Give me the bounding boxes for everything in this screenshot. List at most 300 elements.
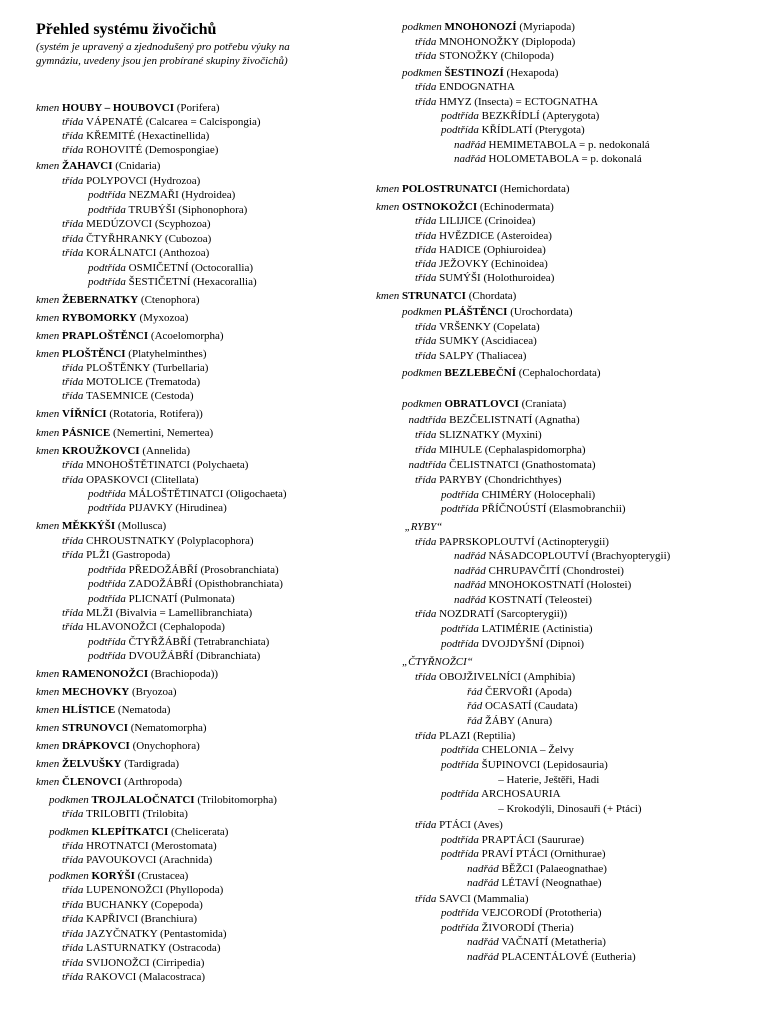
taxon-row xyxy=(441,502,626,517)
taxon-name: MNOHONOZÍ xyxy=(444,21,517,33)
taxon-rank: podtřída xyxy=(88,276,126,288)
taxon-row xyxy=(402,655,473,670)
taxon-latin-name: (Aves) xyxy=(473,819,503,831)
taxon-latin-name: (Asteroidea) xyxy=(496,230,552,242)
taxon-row xyxy=(405,520,443,535)
taxon-row xyxy=(36,101,220,116)
taxon-name: TROJLALOČNATCI xyxy=(91,794,195,806)
taxon-latin-name: (Craniata) xyxy=(521,398,567,410)
taxon-latin-name: (Ostracoda) xyxy=(168,942,221,954)
taxon-row xyxy=(36,703,170,718)
taxon-rank: třída xyxy=(415,215,437,227)
taxon-row xyxy=(49,869,188,884)
taxon-latin-name: (Malacostraca) xyxy=(139,971,205,983)
taxon-latin-name: (Nematomorpha) xyxy=(130,722,207,734)
taxon-rank: podtřída xyxy=(88,502,126,514)
taxon-row xyxy=(88,635,269,650)
taxon-row xyxy=(441,847,606,862)
taxon-rank: podtřída xyxy=(441,834,479,846)
taxon-rank: kmen xyxy=(36,445,60,457)
taxon-rank: podtřída xyxy=(441,110,479,122)
taxon-rank: třída xyxy=(415,96,437,108)
taxon-latin-name: (Crinoidea) xyxy=(484,215,536,227)
taxon-row xyxy=(36,311,188,326)
taxon-rank: podkmen xyxy=(49,794,89,806)
taxon-rank: podtřída xyxy=(88,564,126,576)
taxon-name: BEZČELISTNATÍ xyxy=(449,414,533,426)
taxon-latin-name: (Chordata) xyxy=(468,290,517,302)
taxon-latin-name: (Hexacorallia) xyxy=(193,276,257,288)
taxon-name: STRUNOVCI xyxy=(61,722,128,734)
taxon-name: POLOSTRUNATCI xyxy=(401,183,498,195)
taxon-latin-name: (Oligochaeta) xyxy=(226,488,287,500)
taxon-name: MEDÚZOVCI xyxy=(86,218,153,230)
taxon-name: SVIJONOŽCI xyxy=(86,957,150,969)
taxon-rank: třída xyxy=(415,444,437,456)
taxon-row xyxy=(415,271,554,286)
taxon-latin-name: (Annelida) xyxy=(142,445,190,457)
taxon-row xyxy=(62,232,211,247)
taxon-rank: nadřád xyxy=(454,139,486,151)
taxon-row xyxy=(62,606,252,621)
taxon-rank: třída xyxy=(62,459,84,471)
taxon-rank: třída xyxy=(415,50,437,62)
taxon-rank: třída xyxy=(415,536,437,548)
taxon-name: KAPŘIVCI xyxy=(86,913,139,925)
taxon-row xyxy=(62,246,209,261)
taxon-latin-name: (Octocorallia) xyxy=(191,262,253,274)
taxon-row xyxy=(415,428,542,443)
taxon-rank: nadřád xyxy=(454,579,486,591)
taxon-row xyxy=(454,564,624,579)
taxon-name: NOZDRATÍ xyxy=(439,608,495,620)
taxon-row xyxy=(49,793,277,808)
taxon-name: CHROUSTNATKY xyxy=(86,535,175,547)
taxon-name: BUCHANKY xyxy=(86,899,149,911)
taxon-rank: třída xyxy=(415,81,437,93)
taxon-name: LÉTAVÍ xyxy=(501,877,539,889)
taxon-rank: třída xyxy=(415,230,437,242)
taxon-latin-name: (Cephalaspidomorpha) xyxy=(484,444,586,456)
taxon-row xyxy=(36,159,160,174)
taxon-name: ČERVOŘI xyxy=(485,686,533,698)
taxon-latin-name: (Palaeognathae) xyxy=(536,863,607,875)
taxon-latin-name: (Nematoda) xyxy=(117,704,171,716)
taxon-rank: nadtřída xyxy=(408,459,447,471)
taxon-row xyxy=(415,670,575,685)
taxon-latin-name: (Mollusca) xyxy=(117,520,167,532)
taxon-name: ŽIVORODÍ xyxy=(481,922,535,934)
taxon-latin-name: (Branchiura) xyxy=(140,913,198,925)
taxon-name: OBRATLOVCI xyxy=(444,398,519,410)
taxon-row xyxy=(441,787,561,802)
taxon-rank: kmen xyxy=(36,408,60,420)
taxon-latin-name: (Thaliacea) xyxy=(476,350,527,362)
taxon-row xyxy=(62,458,248,473)
taxon-latin-name: (Acoelomorpha) xyxy=(150,330,224,342)
taxon-latin-name: (Myriapoda) xyxy=(519,21,575,33)
taxon-latin-name: (Pterygota) xyxy=(535,124,585,136)
taxon-row xyxy=(62,361,208,376)
taxon-latin-name: (Holocephali) xyxy=(534,489,596,501)
taxon-row xyxy=(62,620,225,635)
taxon-latin-name: (Nemertini, Nemertea) xyxy=(113,427,214,439)
taxon-name: VÁPENATÉ xyxy=(85,116,143,128)
taxon-row xyxy=(467,685,572,700)
taxon-latin-name: (Porifera) xyxy=(176,102,220,114)
taxon-row xyxy=(36,293,200,308)
taxon-name: OCASATÍ xyxy=(485,700,532,712)
taxon-name: SAVCI xyxy=(439,893,471,905)
taxon-latin-name: (Hydrozoa) xyxy=(149,175,201,187)
taxon-row xyxy=(441,488,595,503)
taxon-row xyxy=(88,275,257,290)
taxon-name: OBOJŽIVELNÍCI xyxy=(439,671,522,683)
taxon-name: – Krokodýli, Dinosauři (+ Ptáci) xyxy=(498,803,642,815)
taxon-rank: třída xyxy=(415,36,437,48)
taxon-name: BĚŽCI xyxy=(501,863,534,875)
taxon-rank: třída xyxy=(62,233,84,245)
taxon-name: – Haterie, Ještěři, Hadi xyxy=(498,774,600,786)
taxon-name: NÁSADCOPLOUTVÍ xyxy=(488,550,589,562)
taxon-row xyxy=(62,970,205,985)
taxon-name: MNOHONOŽKY xyxy=(439,36,519,48)
taxon-latin-name: (Actinistia) xyxy=(542,623,593,635)
taxon-rank: třída xyxy=(62,899,84,911)
taxon-rank: podkmen xyxy=(402,367,442,379)
taxon-name: ŽAHAVCI xyxy=(61,160,113,172)
taxon-rank: třída xyxy=(415,244,437,256)
taxon-name: MÁLOŠTĚTINATCI xyxy=(128,488,224,500)
taxon-row xyxy=(415,80,515,95)
taxon-name: HOUBY – HOUBOVCI xyxy=(61,102,175,114)
taxon-name: DVOJDYŠNÍ xyxy=(481,638,544,650)
taxon-rank: kmen xyxy=(36,330,60,342)
taxon-rank: nadřád xyxy=(454,153,486,165)
taxon-rank: kmen xyxy=(36,160,60,172)
taxon-latin-name: (Diplopoda) xyxy=(521,36,576,48)
taxon-name: SUMÝŠI xyxy=(439,272,481,284)
taxon-rank: kmen xyxy=(36,668,60,680)
taxon-name: ŠESTINOZÍ xyxy=(444,67,504,79)
taxon-name: LATIMÉRIE xyxy=(481,623,540,635)
taxon-rank: podtřída xyxy=(88,636,126,648)
taxon-rank: nadřád xyxy=(467,936,499,948)
taxon-name: PLŽI xyxy=(86,549,110,561)
taxon-latin-name: (Platyhelminthes) xyxy=(128,348,207,360)
taxon-row xyxy=(62,839,217,854)
taxon-rank: podkmen xyxy=(402,398,442,410)
taxon-row xyxy=(62,534,254,549)
taxon-rank: podtřída xyxy=(441,638,479,650)
taxon-latin-name: (Bivalvia = Lamellibranchiata) xyxy=(115,607,253,619)
taxon-row xyxy=(36,444,190,459)
taxon-name: VAČNATÍ xyxy=(501,936,549,948)
taxon-row xyxy=(415,35,575,50)
taxon-latin-name: (Crustacea) xyxy=(137,870,189,882)
taxon-row xyxy=(36,426,213,441)
taxon-latin-name: (Brachyopterygii) xyxy=(591,550,671,562)
taxon-name: ŠUPINOVCI xyxy=(481,759,541,771)
taxon-rank: třída xyxy=(62,971,84,983)
taxon-name: RYBOMORKY xyxy=(61,312,137,324)
taxon-latin-name: (Trematoda) xyxy=(145,376,201,388)
taxon-latin-name: (Saururae) xyxy=(537,834,585,846)
taxon-name: HMYZ xyxy=(439,96,472,108)
taxon-latin-name: (Anura) xyxy=(517,715,553,727)
taxon-latin-name: (Ophiuroidea) xyxy=(483,244,546,256)
taxon-rank: třída xyxy=(415,350,437,362)
document-subtitle-line-1: (systém je upravený a zjednodušený pro potřebu výuky na xyxy=(36,41,290,53)
taxon-latin-name: (Cubozoa) xyxy=(164,233,212,245)
document-subtitle-line-2: gymnáziu, uvedeny jsou jen probírané skupiny živočichů) xyxy=(36,55,288,67)
taxon-name: LASTURNATKY xyxy=(86,942,166,954)
taxon-rank: kmen xyxy=(36,520,60,532)
taxon-name: ARCHOSAURIA xyxy=(481,788,561,800)
taxon-rank: třída xyxy=(62,130,84,142)
taxon-rank: třída xyxy=(415,893,437,905)
taxon-row xyxy=(36,739,200,754)
taxon-row xyxy=(402,20,575,35)
taxon-latin-name: (Polyplacophora) xyxy=(177,535,254,547)
taxon-name: ENDOGNATHA xyxy=(439,81,515,93)
taxon-latin-name: (Actinopterygii) xyxy=(537,536,609,548)
taxon-rank: třída xyxy=(415,321,437,333)
taxon-latin-name: (Siphonophora) xyxy=(178,204,248,216)
taxon-rank: nadřád xyxy=(454,565,486,577)
taxon-name: NEZMAŘI xyxy=(128,189,179,201)
taxon-row xyxy=(415,229,552,244)
taxon-rank: podkmen xyxy=(49,826,89,838)
taxon-name: PŘEDOŽÁBŘÍ xyxy=(128,564,198,576)
taxon-name: RAMENONOŽCI xyxy=(61,668,149,680)
taxon-latin-name: – Želvy xyxy=(540,744,574,756)
taxon-name: MNOHOŠTĚTINATCI xyxy=(86,459,191,471)
taxon-row xyxy=(454,578,631,593)
taxon-rank: kmen xyxy=(36,427,60,439)
taxon-rank: třída xyxy=(62,854,84,866)
taxon-latin-name: (Ornithurae) xyxy=(550,848,606,860)
taxon-latin-name: (Cephalopoda) xyxy=(159,621,225,633)
taxon-name: HADICE xyxy=(439,244,481,256)
taxon-row xyxy=(415,334,537,349)
taxon-rank: třída xyxy=(62,474,84,486)
taxon-latin-name: (Onychophora) xyxy=(132,740,200,752)
taxon-name: KORÁLNATCI xyxy=(86,247,157,259)
taxon-row xyxy=(402,305,573,320)
taxon-rank: podtřída xyxy=(441,489,479,501)
taxon-name: PIJAVKY xyxy=(128,502,173,514)
taxon-row xyxy=(62,807,188,822)
taxon-row xyxy=(409,413,580,428)
taxon-rank: třída xyxy=(415,608,437,620)
taxon-rank: podtřída xyxy=(441,623,479,635)
taxon-name: ŽELVUŠKY xyxy=(61,758,122,770)
taxon-row xyxy=(441,833,584,848)
taxon-rank: řád xyxy=(467,715,483,727)
taxon-name: PLOŠTĚNKY xyxy=(86,362,150,374)
taxon-name: VRŠENKY xyxy=(438,321,491,333)
taxon-rank: kmen xyxy=(36,102,60,114)
taxon-name: PLÁŠTĚNCI xyxy=(444,306,508,318)
taxon-rank: třída xyxy=(62,913,84,925)
taxon-latin-name: (Echinodermata) xyxy=(479,201,554,213)
taxon-rank: kmen xyxy=(36,758,60,770)
taxon-rank: nadřád xyxy=(454,550,486,562)
taxon-latin-name: (Calcarea = Calcispongia) xyxy=(145,116,261,128)
taxon-row xyxy=(415,473,562,488)
taxon-name: KŘÍDLATÍ xyxy=(481,124,533,136)
taxon-latin-name: (Echinoidea) xyxy=(491,258,548,270)
taxon-rank: třída xyxy=(62,840,84,852)
taxon-row xyxy=(36,757,179,772)
taxon-latin-name: (Teleostei) xyxy=(545,594,592,606)
taxon-row xyxy=(62,115,261,130)
taxon-row xyxy=(88,577,283,592)
taxon-rank: třída xyxy=(62,621,84,633)
taxon-latin-name: (Urochordata) xyxy=(510,306,573,318)
taxon-row xyxy=(88,487,287,502)
taxon-name: SLIZNATKY xyxy=(439,429,500,441)
taxon-rank: podtřída xyxy=(441,907,479,919)
taxon-row xyxy=(402,366,601,381)
taxon-row xyxy=(62,548,170,563)
taxon-name: VEJCORODÍ xyxy=(481,907,543,919)
taxon-latin-name: (Ctenophora) xyxy=(140,294,200,306)
taxon-latin-name: (Myxini) xyxy=(502,429,542,441)
taxon-row xyxy=(88,188,235,203)
taxon-rank: třída xyxy=(62,376,84,388)
taxon-name: ČTYŘŽÁBŘÍ xyxy=(128,636,191,648)
taxon-row xyxy=(415,349,526,364)
taxon-row xyxy=(415,320,540,335)
taxon-rank: podtřída xyxy=(88,650,126,662)
taxon-row xyxy=(62,174,200,189)
taxon-name: PAVOUKOVCI xyxy=(86,854,157,866)
taxon-row xyxy=(415,257,548,272)
taxon-rank: třída xyxy=(62,549,84,561)
taxon-rank: nadřád xyxy=(467,863,499,875)
taxon-rank: kmen xyxy=(376,183,400,195)
taxon-name: HLAVONOŽCI xyxy=(86,621,157,633)
taxon-rank: nadřád xyxy=(467,951,499,963)
taxon-latin-name: (Rotatoria, Rotifera)) xyxy=(109,408,203,420)
taxon-row xyxy=(498,773,599,788)
taxon-name: POLYPOVCI xyxy=(86,175,147,187)
taxon-name: KOSTNATÍ xyxy=(488,594,543,606)
taxon-row xyxy=(62,912,197,927)
taxon-rank: třída xyxy=(62,218,84,230)
taxon-latin-name: (Holothuroidea) xyxy=(483,272,555,284)
taxon-name: DVOUŽÁBŘÍ xyxy=(128,650,194,662)
taxon-rank: třída xyxy=(62,884,84,896)
taxon-name: MECHOVKY xyxy=(61,686,130,698)
taxon-rank: třída xyxy=(415,730,437,742)
taxon-rank: třída xyxy=(415,335,437,347)
taxon-latin-name: (Ascidiacea) xyxy=(481,335,537,347)
taxon-row xyxy=(36,329,224,344)
taxon-rank: třída xyxy=(415,258,437,270)
taxon-latin-name: (Tetrabranchiata) xyxy=(193,636,270,648)
taxon-name: CHRUPAVČITÍ xyxy=(488,565,561,577)
taxon-latin-name: (Chilopoda) xyxy=(500,50,554,62)
taxon-latin-name: (Chondrostei) xyxy=(562,565,624,577)
taxon-name: LILIJICE xyxy=(439,215,482,227)
taxon-rank: třída xyxy=(62,808,84,820)
taxon-rank: třída xyxy=(415,474,437,486)
taxon-latin-name: (Neognathae) xyxy=(541,877,602,889)
taxon-rank: podtřída xyxy=(441,788,479,800)
taxon-row xyxy=(36,775,182,790)
taxon-latin-name: (Reptilia) xyxy=(473,730,516,742)
taxon-latin-name: (Gastropoda) xyxy=(112,549,171,561)
taxon-rank: nadřád xyxy=(454,594,486,606)
taxon-name: PRAVÍ PTÁCI xyxy=(481,848,548,860)
taxon-latin-name: (Polychaeta) xyxy=(192,459,249,471)
taxon-row xyxy=(467,714,552,729)
taxon-name: STONOŽKY xyxy=(439,50,498,62)
taxon-row xyxy=(36,519,166,534)
taxon-rank: podkmen xyxy=(402,306,442,318)
taxon-name: CHIMÉRY xyxy=(481,489,532,501)
taxon-latin-name: (Dipnoi) xyxy=(546,638,585,650)
taxon-name: ČLENOVCI xyxy=(61,776,122,788)
taxon-rank: kmen xyxy=(36,348,60,360)
taxon-row xyxy=(376,182,570,197)
taxon-rank: třída xyxy=(62,942,84,954)
taxon-latin-name: (Phyllopoda) xyxy=(165,884,224,896)
taxon-rank: třída xyxy=(415,272,437,284)
taxon-row xyxy=(62,941,220,956)
taxon-name: SALPY xyxy=(439,350,474,362)
taxon-name: PLOŠTĚNCI xyxy=(61,348,126,360)
document-title: Přehled systému živočichů xyxy=(36,21,217,38)
taxon-row xyxy=(402,397,566,412)
taxon-latin-name: (Trilobitomorpha) xyxy=(197,794,277,806)
taxon-name: MLŽI xyxy=(86,607,114,619)
taxon-row xyxy=(454,138,650,153)
taxon-rank: třída xyxy=(415,819,437,831)
taxon-name: OSMIČETNÍ xyxy=(128,262,189,274)
taxon-rank: třída xyxy=(62,535,84,547)
taxon-name: MOTOLICE xyxy=(86,376,143,388)
taxon-row xyxy=(62,375,200,390)
taxon-latin-name: (Cestoda) xyxy=(150,390,194,402)
taxon-rank: třída xyxy=(62,928,84,940)
taxon-rank: kmen xyxy=(36,312,60,324)
taxon-row xyxy=(88,563,279,578)
taxon-name: CHELONIA xyxy=(481,744,538,756)
taxon-row xyxy=(415,818,503,833)
taxon-latin-name: (Bryozoa) xyxy=(131,686,177,698)
taxon-name: PLICNATÍ xyxy=(128,593,178,605)
taxon-name: MĚKKÝŠI xyxy=(61,520,116,532)
taxon-name: HEMIMETABOLA = p. nedokonalá xyxy=(488,139,650,151)
taxon-name: ŠESTIČETNÍ xyxy=(128,276,191,288)
taxon-latin-name: (Agnatha) xyxy=(535,414,580,426)
taxon-name: ZADOŽÁBŘÍ xyxy=(128,578,193,590)
taxon-row xyxy=(62,956,204,971)
taxon-latin-name: (Eutheria) xyxy=(591,951,636,963)
taxon-rank: kmen xyxy=(36,722,60,734)
taxon-name: PAPRSKOPLOUTVÍ xyxy=(439,536,535,548)
taxon-rank: třída xyxy=(62,390,84,402)
taxon-name: KŘEMITÉ xyxy=(86,130,136,142)
taxon-name: ROHOVITÉ xyxy=(86,144,143,156)
taxon-rank: kmen xyxy=(376,290,400,302)
taxon-rank: podtřída xyxy=(441,744,479,756)
taxon-name: ŽÁBY xyxy=(485,715,515,727)
